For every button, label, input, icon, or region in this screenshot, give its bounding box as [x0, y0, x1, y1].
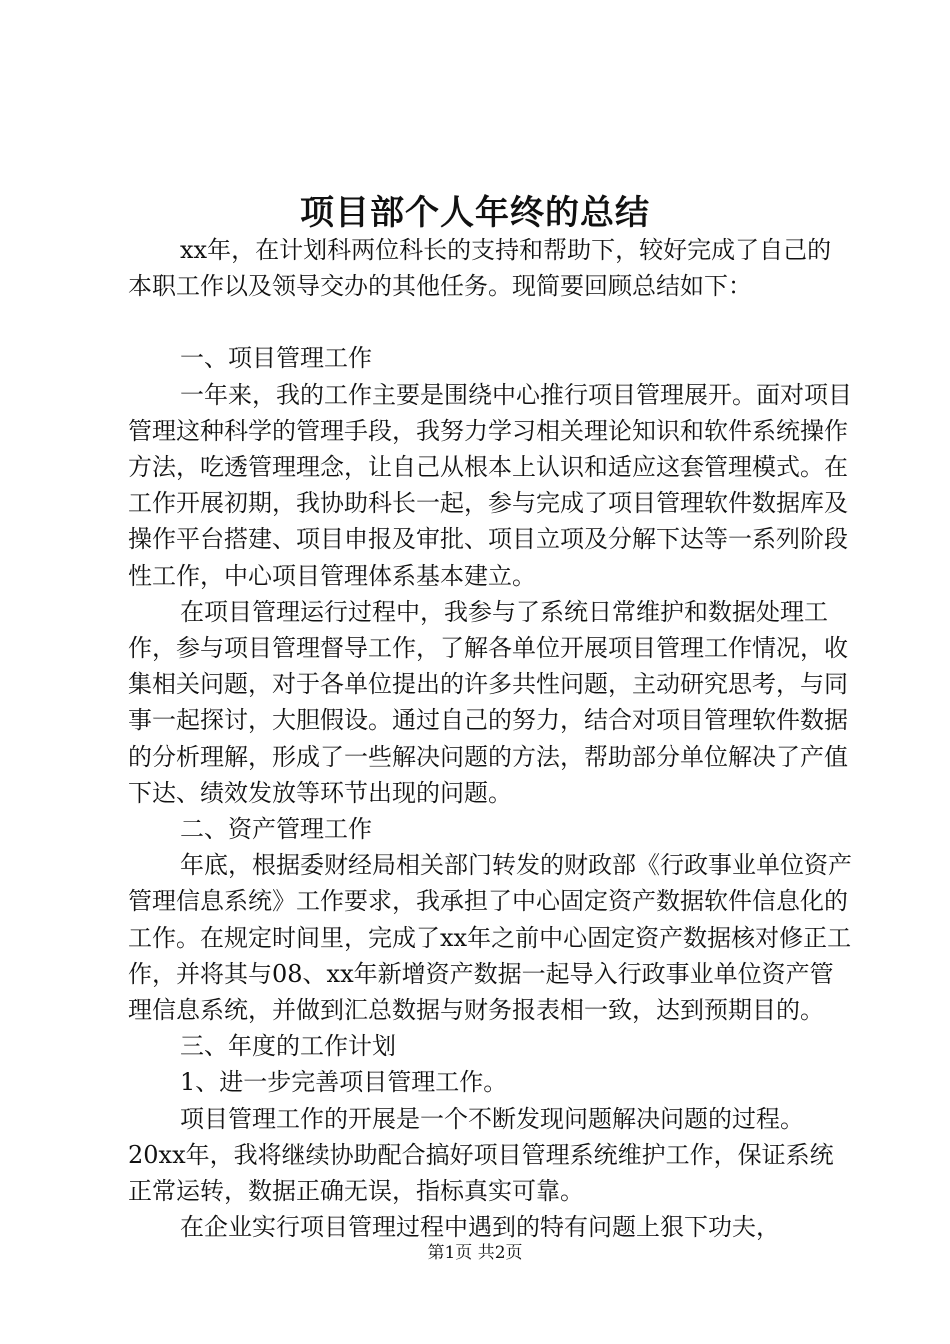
paragraph: 在项目管理运行过程中，我参与了系统日常维护和数据处理工作，参与项目管理督导工作，了解各单位开展项目管理工作情况，收集相关问题，对于各单位提出的许多共性问题，主动研究思考，与同事一起探讨，大胆假设。通过自己的努力，结合对项目管理软件数据的分析理解，形成了一些解决问题的方法，帮助部分单位解决了产值下达、绩效发放等环节出现的问题。	[128, 597, 848, 807]
intro-paragraph: xx年，在计划科两位科长的支持和帮助下，较好完成了自己的本职工作以及领导交办的其他任务。现简要回顾总结如下：	[128, 236, 832, 301]
section-heading-annual-plan: 三、年度的工作计划	[180, 1032, 396, 1061]
section-heading-project-management: 一、项目管理工作	[180, 344, 372, 373]
paragraph: 年底，根据委财经局相关部门转发的财政部《行政事业单位资产管理信息系统》工作要求，我承担了中心固定资产数据软件信息化的工作。在规定时间里，完成了xx年之前中心固定资产数据核对修正工作，并将其与08、xx年新增资产数据一起导入行政事业单位资产管理信息系统，并做到汇总数据与财务报表相一致，达到预期目的。	[128, 851, 852, 1025]
list-item-heading: 1、进一步完善项目管理工作。	[180, 1068, 508, 1097]
page-footer: 第1页 共2页	[427, 1243, 523, 1263]
document-title: 项目部个人年终的总结	[300, 193, 650, 233]
paragraph: 一年来，我的工作主要是围绕中心推行项目管理展开。面对项目管理这种科学的管理手段，我努力学习相关理论知识和软件系统操作方法，吃透管理理念，让自己从根本上认识和适应这套管理模式。在工作开展初期，我协助科长一起，参与完成了项目管理软件数据库及操作平台搭建、项目申报及审批、项目立项及分解下达等一系列阶段性工作，中心项目管理体系基本建立。	[128, 380, 852, 590]
paragraph: 项目管理工作的开展是一个不断发现问题解决问题的过程。20xx年，我将继续协助配合搞好项目管理系统维护工作，保证系统正常运转，数据正确无误，指标真实可靠。	[128, 1104, 834, 1206]
document-body	[128, 232, 852, 1245]
section-heading-asset-management: 二、资产管理工作	[180, 815, 372, 844]
paragraph: 在企业实行项目管理过程中遇到的特有问题上狠下功夫，	[180, 1213, 780, 1242]
